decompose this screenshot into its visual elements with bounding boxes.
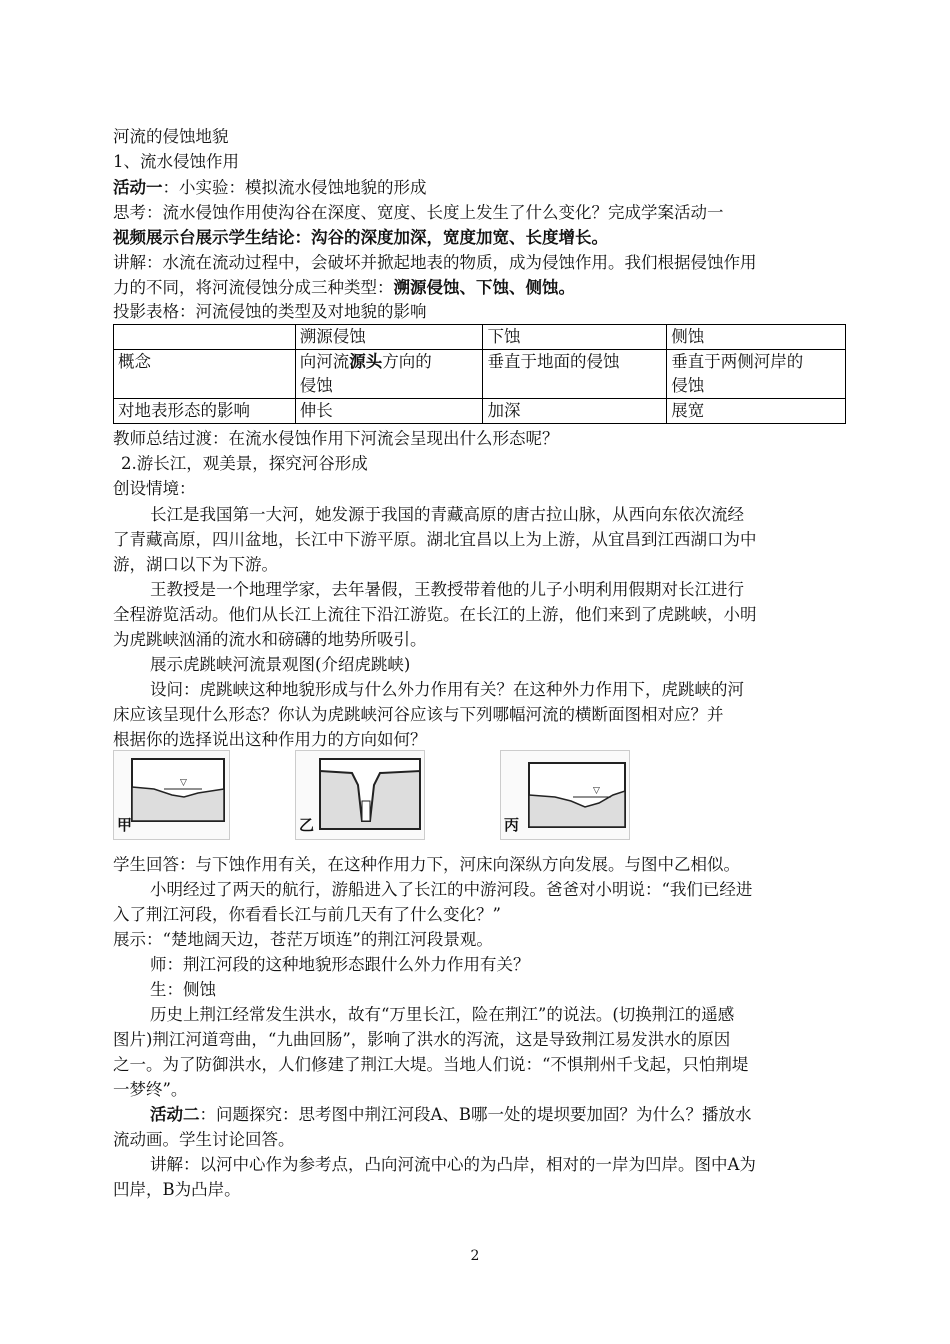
explain-line-4: 凹岸，B为凸岸。: [113, 1180, 241, 1199]
history-line-4: 一梦终”。: [113, 1080, 188, 1099]
activity-two-cont: 流动画。学生讨论回答。: [113, 1130, 295, 1149]
paragraph-1b: 了青藏高原，四川盆地，长江中下游平原。湖北宜昌以上为上游，从宜昌到江西湖口为中: [113, 530, 757, 549]
table-cell-effect-label: 对地表形态的影响: [114, 399, 296, 424]
question-line-1: 设问：虎跳峡这种地貌形成与什么外力作用有关？在这种外力作用下，虎跳峡的河: [150, 680, 744, 699]
student-answer: 学生回答：与下蚀作用有关，在这种作用力下，河床向深纵方向发展。与图中乙相似。: [113, 855, 740, 874]
table-cell-concept-headward: [295, 350, 483, 399]
paragraph-4a: 小明经过了两天的航行，游船进入了长江的中游河段。爸爸对小明说：“我们已经进: [150, 880, 753, 899]
section-heading-1: 1、流水侵蚀作用: [113, 152, 239, 171]
think-line: 思考：流水侵蚀作用使沟谷在深度、宽度、长度上发生了什么变化？完成学案活动一: [113, 203, 724, 222]
question-line-3: 根据你的选择说出这种作用力的方向如何？: [113, 730, 427, 749]
projection-caption: 投影表格：河流侵蚀的类型及对地貌的影响: [113, 302, 427, 321]
table-cell-concept-lateral: [667, 350, 846, 399]
video-conclusion: 视频展示台展示学生结论：沟谷的深度加深，宽度加宽、长度增长。: [113, 228, 608, 247]
scene-label: 创设情境：: [113, 479, 196, 498]
explain-line-3: 讲解：以河中心作为参考点，凸向河流中心的为凸岸，相对的一岸为凹岸。图中A为: [150, 1155, 756, 1174]
paragraph-2a: 王教授是一个地理学家，去年暑假，王教授带着他的儿子小明利用假期对长江进行: [150, 580, 744, 599]
activity-one: [113, 176, 427, 200]
table-row-concept: [114, 350, 846, 399]
table-cell-effect-headward: 伸长: [295, 399, 483, 424]
svg-text:▽: ▽: [593, 786, 600, 796]
svg-text:▽: ▽: [180, 778, 187, 788]
teacher-question: 师：荆江河段的这种地貌形态跟什么外力作用有关？: [150, 955, 530, 974]
cell-text: 侵蚀: [299, 376, 333, 395]
paragraph-2b: 全程游览活动。他们从长江上流往下沿江游览。在长江的上游，他们来到了虎跳峡，小明: [113, 605, 757, 624]
erosion-types: 溯源侵蚀、下蚀、侧蚀。: [393, 278, 575, 297]
teacher-transition: 教师总结过渡：在流水侵蚀作用下河流会呈现出什么形态呢？: [113, 429, 559, 448]
activity-two-label: 活动二: [150, 1105, 200, 1124]
figure-label-b: 乙: [299, 816, 315, 834]
explain-line-2a: 力的不同，将河流侵蚀分成三种类型：: [113, 278, 394, 297]
figure-cross-section-a: [113, 750, 230, 840]
table-header-downcut: 下蚀: [483, 325, 667, 350]
paragraph-2c: 为虎跳峡汹涌的流水和磅礴的地势所吸引。: [113, 630, 427, 649]
paragraph-1c: 游，湖口以下为下游。: [113, 555, 278, 574]
activity-two-text: ：问题探究：思考图中荆江河段A、B哪一处的堤坝要加固？为什么？播放水: [199, 1105, 752, 1124]
table-cell-effect-downcut: 加深: [483, 399, 667, 424]
page-number: 2: [470, 1248, 480, 1264]
figure-cross-section-c: [500, 750, 630, 840]
paragraph-4b: 入了荆江河段，你看看长江与前几天有了什么变化？”: [113, 905, 501, 924]
history-line-3: 之一。为了防御洪水，人们修建了荆江大堤。当地人们说：“不惧荆州千戈起，只怕荆堤: [113, 1055, 749, 1074]
paragraph-1a: 长江是我国第一大河，她发源于我国的青藏高原的唐古拉山脉，从西向东依次流经: [150, 505, 744, 524]
table-cell-concept-label: 概念: [114, 350, 296, 399]
paragraph-3: 展示虎跳峡河流景观图(介绍虎跳峡): [150, 655, 411, 674]
cell-text-bold: 源头: [349, 352, 383, 371]
figure-cross-section-b: [295, 750, 425, 840]
student-reply: 生：侧蚀: [150, 980, 216, 999]
cell-text: 方向的: [382, 352, 432, 371]
section-heading-2: 2.游长江，观美景，探究河谷形成: [121, 454, 368, 473]
erosion-table: [113, 324, 846, 424]
question-line-2: 床应该呈现什么形态？你认为虎跳峡河谷应该与下列哪幅河流的横断面图相对应？并: [113, 705, 724, 724]
document-title: 河流的侵蚀地貌: [113, 127, 229, 146]
figure-label-a: 甲: [117, 816, 133, 834]
table-cell-concept-downcut: 垂直于地面的侵蚀: [483, 350, 667, 399]
history-line-2: 图片)荆江河道弯曲，“九曲回肠”，影响了洪水的泻流，这是导致荆江易发洪水的原因: [113, 1030, 731, 1049]
cell-text: 侵蚀: [671, 376, 705, 395]
table-header-empty: [114, 325, 296, 350]
history-line-1: 历史上荆江经常发生洪水，故有“万里长江，险在荆江”的说法。(切换荆江的遥感: [150, 1005, 735, 1024]
explain-line-2: [113, 276, 575, 300]
table-header-lateral: 侧蚀: [667, 325, 846, 350]
cell-text: 向河流: [299, 352, 350, 371]
table-cell-effect-lateral: 展宽: [667, 399, 846, 424]
figure-label-c: 丙: [504, 816, 520, 834]
table-row-effect: [114, 399, 846, 424]
activity-two: [150, 1103, 752, 1127]
table-header-headward: 溯源侵蚀: [295, 325, 483, 350]
activity-one-label: 活动一: [113, 178, 163, 197]
table-header-row: [114, 325, 846, 350]
cross-section-c-drawing: [501, 751, 629, 839]
show-line: 展示：“楚地阔天边，苍茫万顷连”的荆江河段景观。: [113, 930, 493, 949]
activity-one-text: ：小实验：模拟流水侵蚀地貌的形成: [162, 178, 427, 197]
cell-text: 垂直于两侧河岸的: [671, 352, 804, 371]
explain-line-1: 讲解：水流在流动过程中，会破坏并掀起地表的物质，成为侵蚀作用。我们根据侵蚀作用: [113, 253, 757, 272]
cross-section-b-drawing: [296, 751, 424, 839]
